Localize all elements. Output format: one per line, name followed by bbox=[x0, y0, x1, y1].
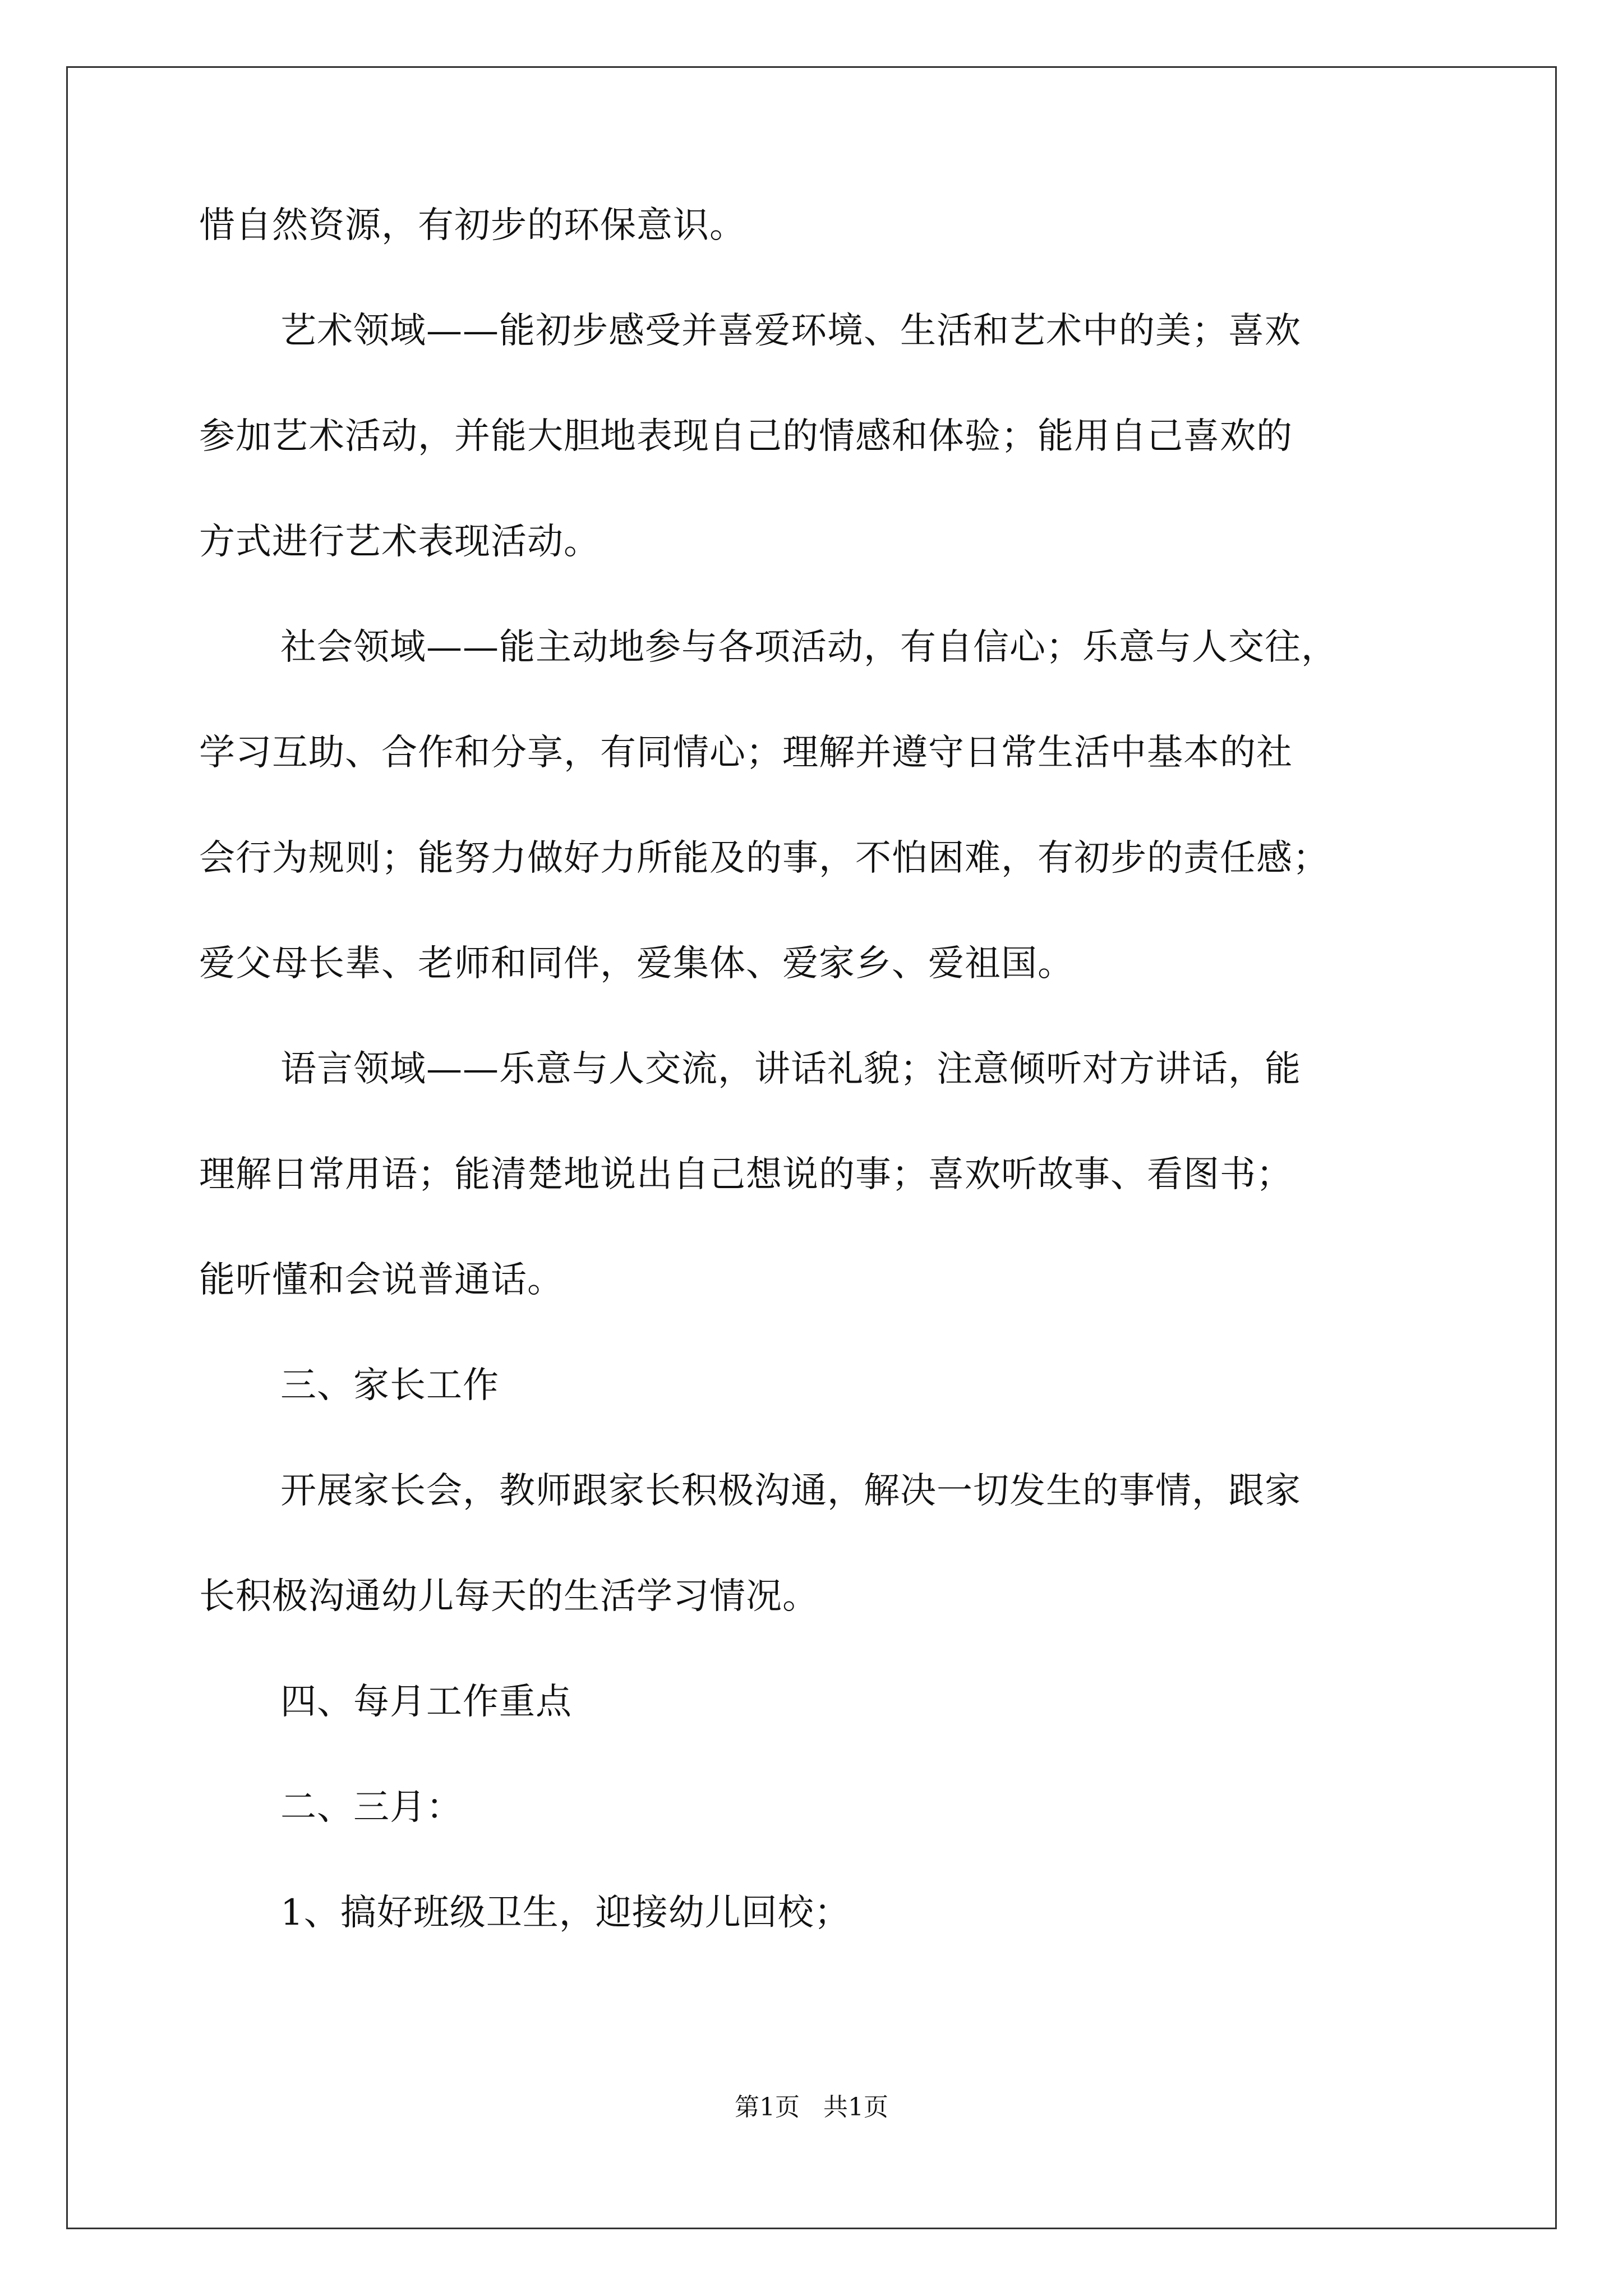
text-line: 方式进行艺术表现活动。 bbox=[199, 521, 600, 563]
text-line: 爱父母长辈、老师和同伴，爱集体、爱家乡、爱祖国。 bbox=[199, 943, 1074, 984]
text-line: 语言领域——乐意与人交流，讲话礼貌；注意倾听对方讲话，能 bbox=[280, 1048, 1301, 1090]
section-heading: 三、家长工作 bbox=[280, 1365, 499, 1406]
text-line: 艺术领域——能初步感受并喜爱环境、生活和艺术中的美；喜欢 bbox=[280, 310, 1301, 352]
text-line: 社会领域——能主动地参与各项活动，有自信心；乐意与人交往， bbox=[280, 627, 1338, 668]
text-line: 开展家长会，教师跟家长积极沟通，解决一切发生的事情，跟家 bbox=[280, 1470, 1301, 1512]
text-line: 能听懂和会说普通话。 bbox=[199, 1259, 564, 1301]
text-line: 会行为规则；能努力做好力所能及的事，不怕困难，有初步的责任感； bbox=[199, 838, 1329, 879]
text-line: 学习互助、合作和分享，有同情心；理解并遵守日常生活中基本的社 bbox=[199, 732, 1293, 774]
list-item: 1、搞好班级卫生，迎接幼儿回校； bbox=[280, 1892, 851, 1934]
section-heading: 四、每月工作重点 bbox=[280, 1681, 572, 1723]
page-footer: 第1页 共1页 bbox=[735, 2093, 888, 2122]
text-line: 理解日常用语；能清楚地说出自己想说的事；喜欢听故事、看图书； bbox=[199, 1154, 1293, 1195]
text-line: 惜自然资源，有初步的环保意识。 bbox=[199, 205, 746, 246]
text-line: 长积极沟通幼儿每天的生活学习情况。 bbox=[199, 1576, 819, 1617]
text-line: 参加艺术活动，并能大胆地表现自己的情感和体验；能用自己喜欢的 bbox=[199, 416, 1293, 457]
subheading: 二、三月： bbox=[280, 1787, 463, 1828]
